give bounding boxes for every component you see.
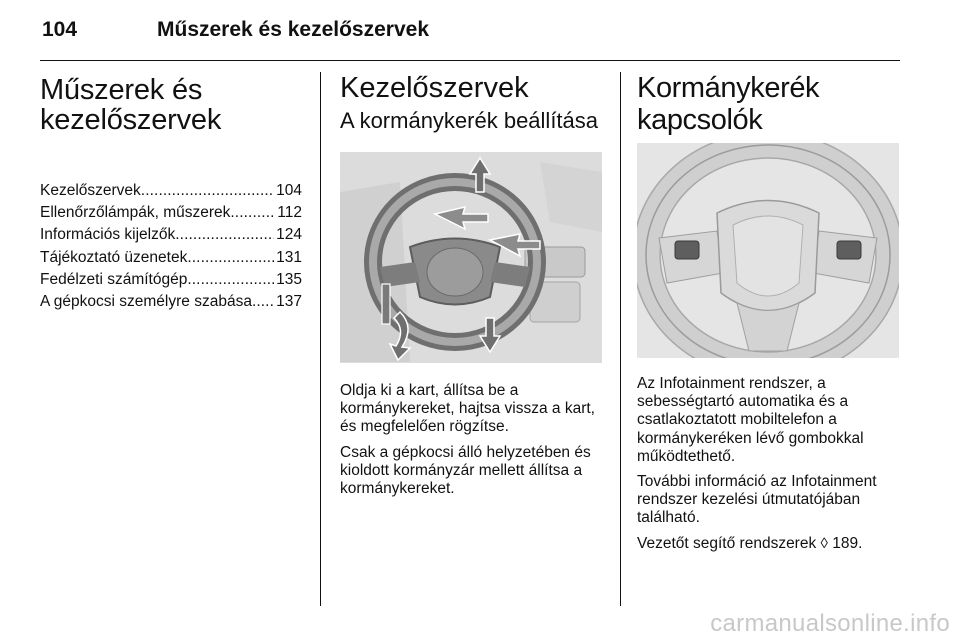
toc-entry-page: 124 [276, 226, 302, 244]
section-title: Kezelőszervek [340, 72, 529, 104]
section-title: Kormánykerék kapcsolók [637, 72, 820, 136]
toc-entry-page: 137 [276, 293, 302, 311]
header-rule [40, 60, 900, 61]
toc-entry-page: 135 [276, 270, 302, 288]
toc-list [40, 180, 302, 313]
column-divider-2 [620, 72, 621, 606]
toc-entry-title: Kezelőszervek [40, 182, 141, 199]
adjust-paragraph-1: Oldja ki a kart, állítsa be a kormánykereket, hajtsa vissza a kart, és megfelelően rögzítse. [340, 382, 595, 436]
toc-entry[interactable] [40, 291, 302, 313]
subsection-title: A kormánykerék beállítása [340, 108, 599, 133]
chapter-title [40, 75, 302, 135]
chapter-title-line1: Műszerek és [40, 74, 203, 106]
toc-leader [175, 224, 274, 246]
toc-entry-title: A gépkocsi személyre szabása [40, 293, 252, 311]
running-title: Műszerek és kezelőszervek [157, 18, 430, 41]
toc-entry[interactable] [40, 247, 302, 269]
toc-entry-title: Ellenőrzőlámpák, műszerek [40, 204, 231, 222]
toc-entry-page: 131 [276, 248, 302, 266]
toc-column [40, 72, 302, 329]
toc-leader [230, 202, 275, 224]
reference-page[interactable]: 189. [832, 534, 863, 552]
adjust-paragraph-2: Csak a gépkocsi álló helyzetében és kioldott kormányzár mellett állítsa a kormánykereket. [340, 443, 591, 498]
steering-adjustment-figure [340, 152, 602, 363]
toc-entry[interactable] [40, 269, 302, 291]
watermark: carmanualsonline.info [710, 610, 950, 637]
toc-entry[interactable] [40, 202, 302, 224]
controls-paragraph-3 [637, 535, 902, 553]
toc-entry-page: 104 [276, 182, 302, 199]
column-divider-1 [320, 72, 321, 606]
toc-leader [141, 180, 274, 202]
toc-entry[interactable] [40, 180, 302, 202]
chapter-title-line2: kezelőszervek [40, 104, 222, 136]
controls-paragraph-2: További információ az Infotainment rendszer kezelési útmutatójában található. [637, 473, 877, 527]
content-column-2 [340, 72, 602, 505]
steering-wheel-controls-figure [637, 143, 899, 358]
toc-entry-title: Fedélzeti számítógép [40, 270, 188, 288]
toc-entry-title: Információs kijelzők [40, 226, 176, 244]
toc-entry-title: Tájékoztató üzenetek [40, 248, 188, 266]
toc-leader [252, 291, 274, 313]
page-number: 104 [42, 18, 78, 41]
page-header [40, 12, 920, 52]
reference-text: Vezetőt segítő rendszerek [637, 534, 817, 552]
page-reference-icon: ◊ [820, 534, 828, 552]
toc-leader [187, 247, 274, 269]
toc-entry[interactable] [40, 224, 302, 246]
toc-leader [187, 269, 274, 291]
controls-paragraph-1: Az Infotainment rendszer, a sebességtartó automatika és a csatlakoztatott mobiltelefon a kormánykeréken lévő gombokkal működtethető. [637, 375, 864, 465]
toc-entry-page: 112 [277, 204, 302, 222]
content-column-3 [637, 72, 902, 560]
